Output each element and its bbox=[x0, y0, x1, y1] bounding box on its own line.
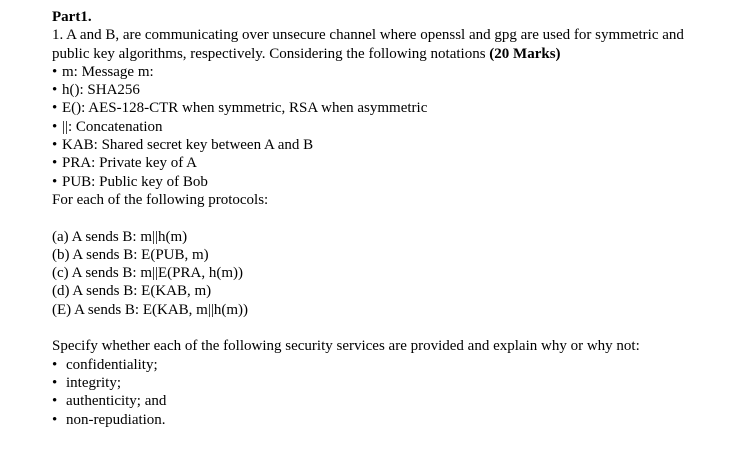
services-intro: Specify whether each of the following security services are provided and explain why or why not: bbox=[52, 338, 640, 355]
section-title: Part1. bbox=[52, 9, 92, 25]
service-item: • confidentiality; bbox=[52, 356, 722, 374]
protocols-intro: For each of the following protocols: bbox=[52, 191, 269, 208]
services-list bbox=[52, 356, 722, 429]
protocol-item-c: (c) A sends B: m||E(PRA, h(m)) bbox=[52, 265, 243, 282]
paragraph-gap bbox=[52, 319, 722, 337]
notation-item: • PRA: Private key of A bbox=[52, 154, 722, 172]
marks-label: (20 Marks) bbox=[489, 45, 561, 62]
protocol-item-b: (b) A sends B: E(PUB, m) bbox=[52, 246, 209, 263]
notation-item: • E(): AES-128-CTR when symmetric, RSA when asymmetric bbox=[52, 99, 722, 117]
question-intro bbox=[52, 26, 722, 63]
question-text: 1. A and B, are communicating over unsecure channel where openssl and gpg are used for symmetric and public key algorithms, respectively. Considering the following notations bbox=[52, 27, 684, 62]
protocol-list bbox=[52, 228, 722, 319]
notation-list bbox=[52, 63, 722, 191]
paragraph-gap bbox=[52, 209, 722, 227]
notation-item: • KAB: Shared secret key between A and B bbox=[52, 136, 722, 154]
protocol-item-d: (d) A sends B: E(KAB, m) bbox=[52, 283, 212, 300]
document-body bbox=[52, 8, 722, 429]
protocol-item-a: (a) A sends B: m||h(m) bbox=[52, 228, 188, 245]
notation-item: • PUB: Public key of Bob bbox=[52, 173, 722, 191]
protocol-item-e: (E) A sends B: E(KAB, m||h(m)) bbox=[52, 301, 248, 318]
notation-item: • h(): SHA256 bbox=[52, 81, 722, 99]
service-item: • authenticity; and bbox=[52, 392, 722, 410]
service-item: • non-repudiation. bbox=[52, 411, 722, 429]
service-item: • integrity; bbox=[52, 374, 722, 392]
notation-item: • ||: Concatenation bbox=[52, 118, 722, 136]
notation-item: • m: Message m: bbox=[52, 63, 722, 81]
